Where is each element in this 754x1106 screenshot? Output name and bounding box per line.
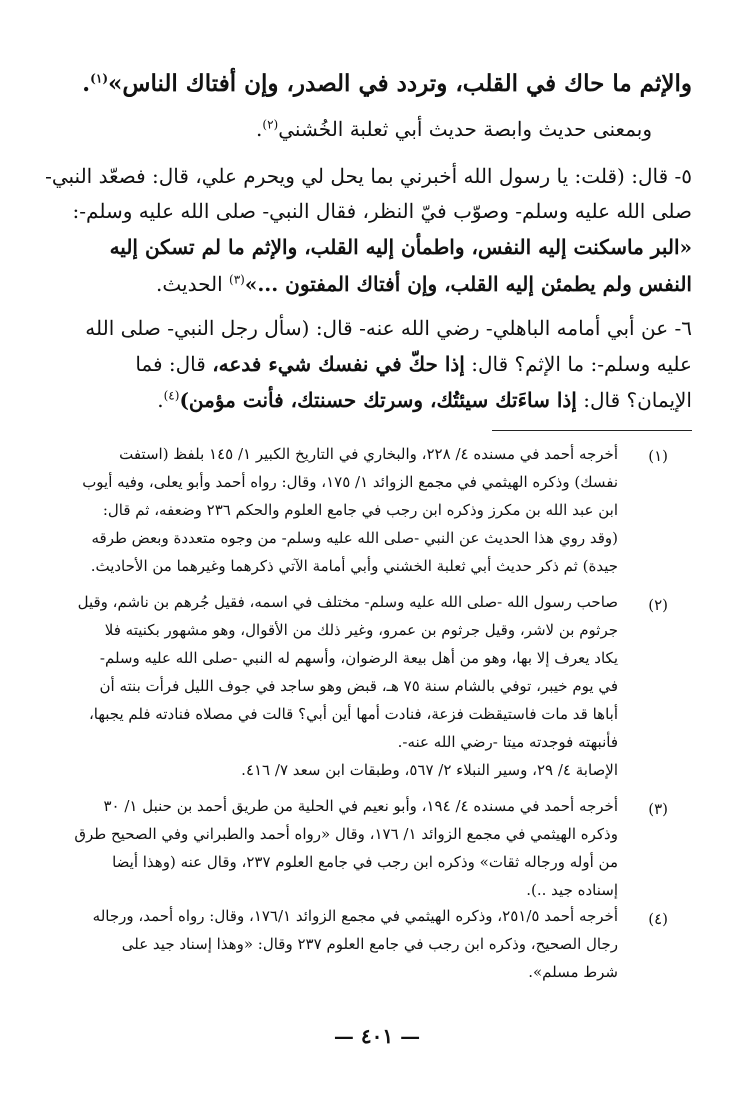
footnote-line: في يوم خيبر، توفي بالشام سنة ٧٥ هـ، قبض وهو ساجد في جوف الليل فرأت بنته أن — [99, 677, 618, 695]
hadith-5-line: النفس ولم يطمئن إليه القلب، وإن أفتاك المفتون ...»$^{(٣)}$ الحديث. — [156, 272, 692, 296]
page-number: — ٤٠١ — — [333, 1024, 421, 1048]
footnote-line: أخرجه أحمد في مسنده ٤/ ١٩٤، وأبو نعيم في الحلية من طريق أحمد بن حنبل ١/ ٣٠ — [103, 797, 618, 815]
footnote-ref: (٢) — [262, 117, 279, 132]
footnote-line: (وقد روي هذا الحديث عن النبي -صلى الله عليه وسلم- من وجوه متعددة وبعض طرقه — [91, 529, 618, 547]
footnote-line: أخرجه أحمد ٢٥١/٥، وذكره الهيثمي في مجمع الزوائد ١٧٦/١، وقال: رواه أحمد، ورجاله — [92, 907, 618, 925]
footnote-number: (٣) — [648, 800, 668, 818]
footnote-line: إسناده جيد ..). — [526, 881, 618, 899]
footnote-line: أباها قد مات فاستيقظت فزعة، فنادت أمها أين أبي؟ قالت في مصلاه فنادته فلم يجبها، — [88, 705, 618, 723]
footnote-line: شرط مسلم». — [528, 963, 618, 981]
footnote-line: صاحب رسول الله -صلى الله عليه وسلم- مختلف في اسمه، فقيل جُرهم بن ناشم، وقيل — [77, 593, 618, 611]
footnote-line: جرثوم بن لاشر، وقيل جرثوم بن عمرو، وغير ذلك من الأقوال، وهو مشهور بكنيته فلا — [104, 621, 618, 639]
footnote-line: الإصابة ٤/ ٢٩، وسير النبلاء ٢/ ٥٦٧، وطبقات ابن سعد ٧/ ٤١٦. — [241, 761, 618, 779]
footnote-ref: (٤) — [163, 388, 180, 403]
footnote-line: فأنبهته فوجدته ميتا -رضي الله عنه-. — [397, 733, 618, 751]
hadith-5-line: «البر ماسكنت إليه النفس، واطمأن إليه القلب، والإثم ما لم تسكن إليه — [109, 235, 692, 259]
footnote-ref: (٣) — [229, 272, 245, 287]
footnote-line: جيدة) ثم ذكر حديث أبي ثعلبة الخشني وأبي أمامة الآتي ذكرهما وغيرهما من الأحاديث. — [90, 557, 618, 575]
text-line: وبمعنى حديث وابصة حديث أبي ثعلبة الخُشني$^{(٢)}$. — [256, 117, 652, 141]
footnote-line: نفسك) وذكره الهيثمي في مجمع الزوائد ١/ ١٧٥، وقال: رواه أحمد وأبو يعلى، وفيه أيوب — [82, 473, 618, 491]
footnote-line: أخرجه أحمد في مسنده ٤/ ٢٢٨، والبخاري في التاريخ الكبير ١/ ١٤٥ بلفظ (استفت — [119, 445, 618, 463]
text-line: والإثم ما حاك في القلب، وتردد في الصدر، وإن أفتاك الناس»$^{(١)}$. — [82, 70, 692, 97]
footnote-number: (٢) — [648, 596, 668, 614]
hadith-5-line: ٥- قال: (قلت: يا رسول الله أخبرني بما يحل لي ويحرم علي، قال: فصعّد النبي- — [45, 164, 692, 188]
footnote-line: ابن عبد الله بن مكرز وذكره ابن رجب في جامع العلوم والحكم ٢٣٦ وضعفه، ثم قال: — [102, 501, 618, 519]
hadith-6-line: ٦- عن أبي أمامه الباهلي- رضي الله عنه- قال: (سأل رجل النبي- صلى الله — [85, 316, 692, 340]
footnote-line: من أوله ورجاله ثقات» وذكره ابن رجب في جامع العلوم ٢٣٧، وقال عنه (وهذا أيضا — [112, 853, 618, 871]
hadith-5-line: صلى الله عليه وسلم- وصوّب فيّ النظر، فقال النبي- صلى الله عليه وسلم-: — [72, 199, 692, 223]
footnote-number: (١) — [648, 447, 668, 465]
hadith-6-line: الإيمان؟ قال: إذا ساءَتك سيئتُك، وسرتك حسنتك، فأنت مؤمن)$^{(٤)}$. — [157, 388, 692, 412]
footnote-line: وذكره الهيثمي في مجمع الزوائد ١/ ١٧٦، وقال «رواه أحمد والطبراني وفي الصحيح طرق — [74, 825, 618, 843]
hadith-6-line: عليه وسلم-: ما الإثم؟ قال: إذا حكّ في نفسك شيء فدعه، قال: فما — [135, 352, 692, 376]
footnote-separator — [492, 430, 692, 431]
footnote-line: رجال الصحيح، وذكره ابن رجب في جامع العلوم ٢٣٧ وقال: «وهذا إسناد جيد على — [121, 935, 618, 953]
footnote-ref: (١) — [90, 71, 108, 86]
footnote-line: يكاد يعرف إلا بها، وهو من أهل بيعة الرضوان، وأسهم له النبي -صلى الله عليه وسلم- — [99, 649, 618, 667]
footnote-number: (٤) — [648, 910, 668, 928]
